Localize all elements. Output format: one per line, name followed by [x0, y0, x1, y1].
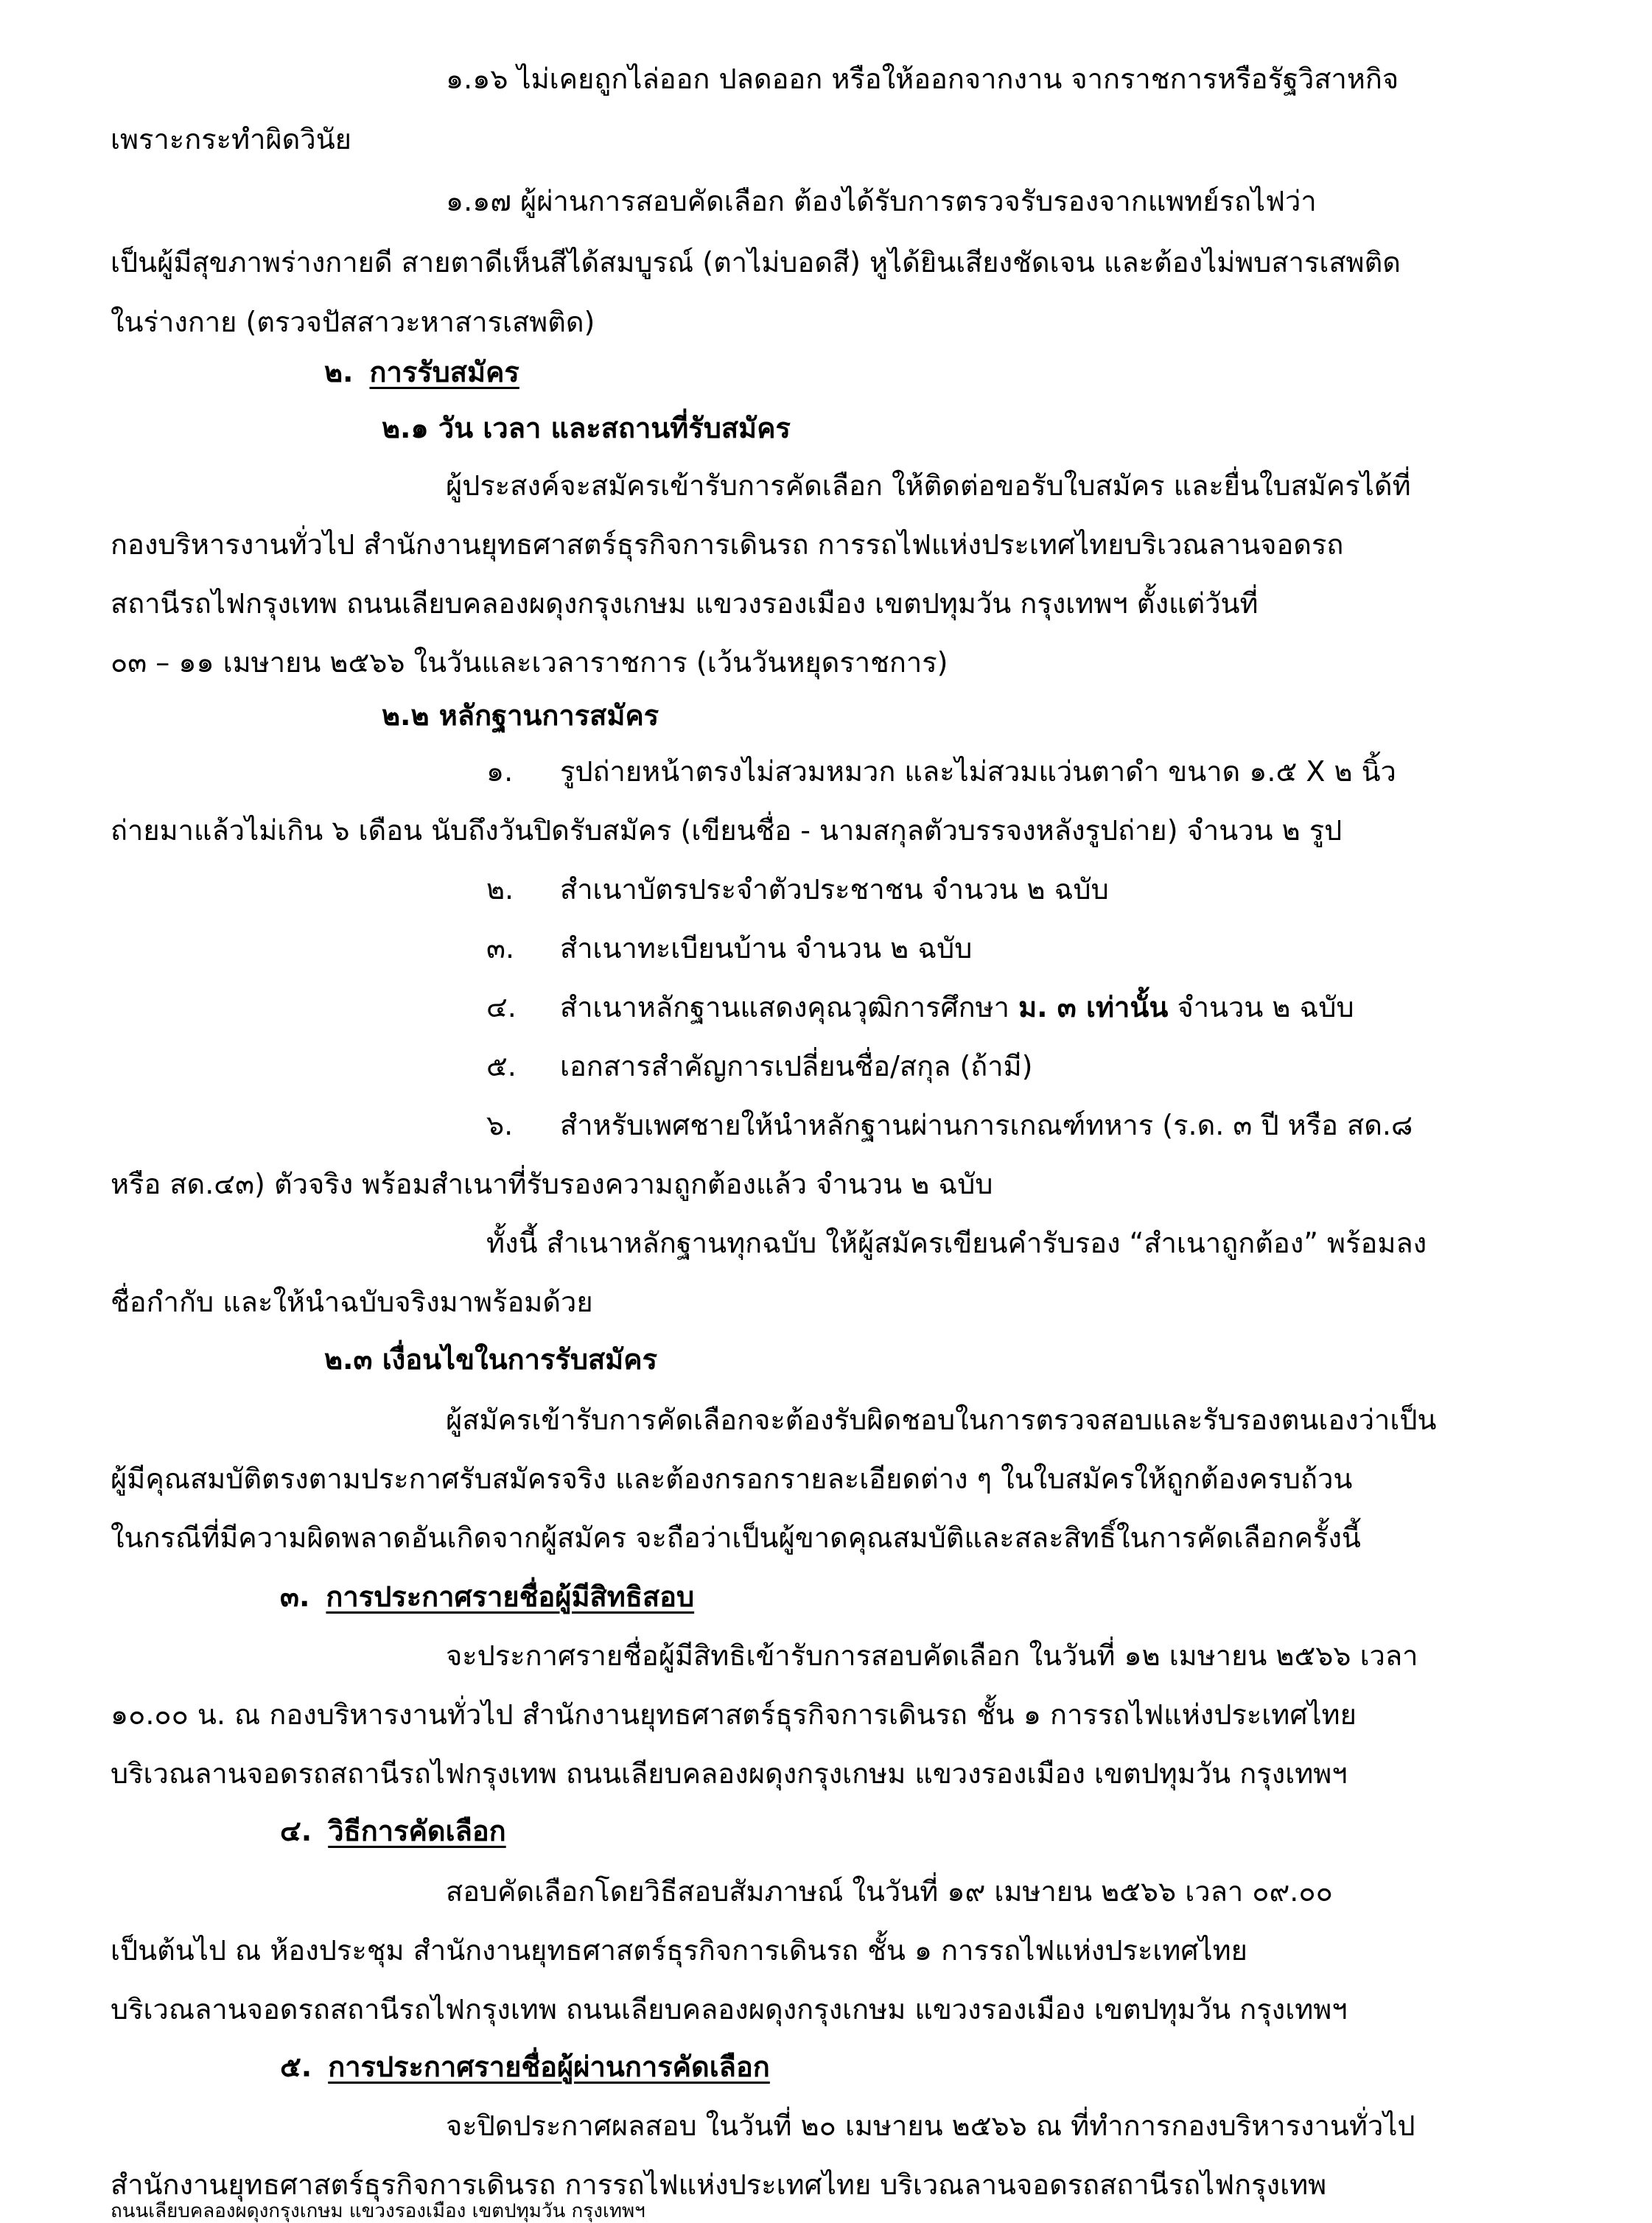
doc-item-4-text-b: จำนวน ๒ ฉบับ — [1177, 991, 1354, 1023]
doc-item-6-number: ๖. — [486, 1109, 514, 1141]
clause-2-1-line-1: ผู้ประสงค์จะสมัครเข้ารับการคัดเลือก ให้ติดต่อขอรับใบสมัคร และยื่นใบสมัครได้ที่ — [446, 469, 1411, 502]
section-5-number: ๕. — [280, 2051, 312, 2083]
subsection-2-3-heading: ๒.๓ เงื่อนไขในการรับสมัคร — [324, 1343, 658, 1376]
clause-3-line-3: บริเวณลานจอดรถสถานีรถไฟกรุงเทพ ถนนเลียบคลองผดุงกรุงเกษม แขวงรองเมือง เขตปทุมวัน กรุงเทพฯ — [111, 1757, 1348, 1790]
section-3-number: ๓. — [280, 1580, 310, 1613]
doc-item-3-number: ๓. — [486, 932, 515, 965]
clause-4-line-1: สอบคัดเลือกโดยวิธีสอบสัมภาษณ์ ในวันที่ ๑๙ เมษายน ๒๕๖๖ เวลา ๐๙.๐๐ — [446, 1875, 1333, 1908]
doc-item-5-number: ๕. — [486, 1050, 517, 1082]
clause-2-1-line-2: กองบริหารงานทั่วไป สำนักงานยุทธศาสตร์ธุรกิจการเดินรถ การรถไฟแห่งประเทศไทยบริเวณลานจอดรถ — [111, 528, 1344, 561]
doc-item-2-number: ๒. — [486, 873, 514, 906]
note-line-2: ชื่อกำกับ และให้นำฉบับจริงมาพร้อมด้วย — [111, 1286, 593, 1318]
clause-1-16-line-2: เพราะกระทำผิดวินัย — [111, 123, 351, 155]
doc-item-1-line-2: ถ่ายมาแล้วไม่เกิน ๖ เดือน นับถึงวันปิดรับสมัคร (เขียนชื่อ - นามสกุลตัวบรรจงหลังรูปถ่าย) จำนวน ๒ รูป — [111, 814, 1343, 847]
clause-1-16-line-1: ๑.๑๖ ไม่เคยถูกไล่ออก ปลดออก หรือให้ออกจากงาน จากราชการหรือรัฐวิสาหกิจ — [446, 63, 1399, 95]
section-4-title: วิธีการคัดเลือก — [328, 1815, 506, 1847]
doc-item-1-number: ๑. — [486, 755, 514, 788]
subsection-2-1-heading: ๒.๑ วัน เวลา และสถานที่รับสมัคร — [382, 412, 791, 444]
doc-item-1-line-1: รูปถ่ายหน้าตรงไม่สวมหมวก และไม่สวมแว่นตาดำ ขนาด ๑.๕ X ๒ นิ้ว — [560, 755, 1396, 788]
clause-1-17-line-3: ในร่างกาย (ตรวจปัสสาวะหาสารเสพติด) — [111, 306, 595, 338]
section-3-title: การประกาศรายชื่อผู้มีสิทธิสอบ — [326, 1580, 695, 1613]
clause-2-1-line-4: ๐๓ – ๑๑ เมษายน ๒๕๖๖ ในวันและเวลาราชการ (เว้นวันหยุดราชการ) — [111, 646, 948, 679]
doc-item-3-text: สำเนาทะเบียนบ้าน จำนวน ๒ ฉบับ — [560, 932, 973, 965]
section-4-number: ๔. — [280, 1815, 312, 1847]
doc-item-4-emphasis: ม. ๓ เท่านั้น — [1018, 991, 1169, 1023]
section-5-heading — [280, 2045, 770, 2088]
clause-4-line-3: บริเวณลานจอดรถสถานีรถไฟกรุงเทพ ถนนเลียบคลองผดุงกรุงเกษม แขวงรองเมือง เขตปทุมวัน กรุงเทพฯ — [111, 1993, 1348, 2026]
subsection-2-2-heading: ๒.๒ หลักฐานการสมัคร — [382, 699, 659, 732]
section-5-title: การประกาศรายชื่อผู้ผ่านการคัดเลือก — [328, 2051, 770, 2083]
clause-5-line-3: ถนนเลียบคลองผดุงกรุงเกษม แขวงรองเมือง เขตปทุมวัน กรุงเทพฯ — [111, 2200, 645, 2222]
clause-3-line-1: จะประกาศรายชื่อผู้มีสิทธิเข้ารับการสอบคัดเลือก ในวันที่ ๑๒ เมษายน ๒๕๖๖ เวลา — [446, 1639, 1418, 1672]
clause-2-1-line-3: สถานีรถไฟกรุงเทพ ถนนเลียบคลองผดุงกรุงเกษม แขวงรองเมือง เขตปทุมวัน กรุงเทพฯ ตั้งแต่วันที่ — [111, 587, 1259, 620]
doc-item-5-text: เอกสารสำคัญการเปลี่ยนชื่อ/สกุล (ถ้ามี) — [560, 1050, 1033, 1082]
clause-1-17-line-1: ๑.๑๗ ผู้ผ่านการสอบคัดเลือก ต้องได้รับการตรวจรับรองจากแพทย์รถไฟว่า — [446, 185, 1317, 217]
section-2-heading — [324, 351, 519, 393]
clause-2-3-line-1: ผู้สมัครเข้ารับการคัดเลือกจะต้องรับผิดชอบในการตรวจสอบและรับรองตนเองว่าเป็น — [446, 1404, 1437, 1436]
doc-item-4-text-a: สำเนาหลักฐานแสดงคุณวุฒิการศึกษา — [560, 991, 1009, 1023]
doc-item-4-text — [560, 986, 1354, 1029]
clause-5-line-1: จะปิดประกาศผลสอบ ในวันที่ ๒๐ เมษายน ๒๕๖๖ ณ ที่ทำการกองบริหารงานทั่วไป — [446, 2110, 1415, 2142]
section-2-number: ๒. — [324, 356, 354, 388]
clause-1-17-line-2: เป็นผู้มีสุขภาพร่างกายดี สายตาดีเห็นสีได้สมบูรณ์ (ตาไม่บอดสี) หูได้ยินเสียงชัดเจน และต้องไม่พบสารเสพติด — [111, 246, 1401, 279]
doc-item-2-text: สำเนาบัตรประจำตัวประชาชน จำนวน ๒ ฉบับ — [560, 873, 1109, 906]
section-3-heading — [280, 1575, 694, 1618]
clause-3-line-2: ๑๐.๐๐ น. ณ กองบริหารงานทั่วไป สำนักงานยุทธศาสตร์ธุรกิจการเดินรถ ชั้น ๑ การรถไฟแห่งประเทศไทย — [111, 1698, 1357, 1731]
clause-4-line-2: เป็นต้นไป ณ ห้องประชุม สำนักงานยุทธศาสตร์ธุรกิจการเดินรถ ชั้น ๑ การรถไฟแห่งประเทศไทย — [111, 1934, 1247, 1967]
clause-5-line-2: สำนักงานยุทธศาสตร์ธุรกิจการเดินรถ การรถไฟแห่งประเทศไทย บริเวณลานจอดรถสถานีรถไฟกรุงเทพ — [111, 2168, 1327, 2201]
doc-item-6-line-1: สำหรับเพศชายให้นำหลักฐานผ่านการเกณฑ์ทหาร (ร.ด. ๓ ปี หรือ สด.๘ — [560, 1109, 1413, 1141]
section-4-heading — [280, 1810, 506, 1852]
doc-item-4-number: ๔. — [486, 991, 517, 1023]
section-2-title: การรับสมัคร — [369, 356, 519, 388]
doc-item-6-line-2: หรือ สด.๔๓) ตัวจริง พร้อมสำเนาที่รับรองความถูกต้องแล้ว จำนวน ๒ ฉบับ — [111, 1168, 993, 1200]
clause-2-3-line-3: ในกรณีที่มีความผิดพลาดอันเกิดจากผู้สมัคร จะถือว่าเป็นผู้ขาดคุณสมบัติและสละสิทธิ์ในการคัดเลือกครั้งนี้ — [111, 1522, 1361, 1554]
note-line-1: ทั้งนี้ สำเนาหลักฐานทุกฉบับ ให้ผู้สมัครเขียนคำรับรอง “สำเนาถูกต้อง” พร้อมลง — [486, 1227, 1427, 1259]
clause-2-3-line-2: ผู้มีคุณสมบัติตรงตามประกาศรับสมัครจริง และต้องกรอกรายละเอียดต่าง ๆ ในใบสมัครให้ถูกต้องครบถ้วน — [111, 1463, 1353, 1495]
